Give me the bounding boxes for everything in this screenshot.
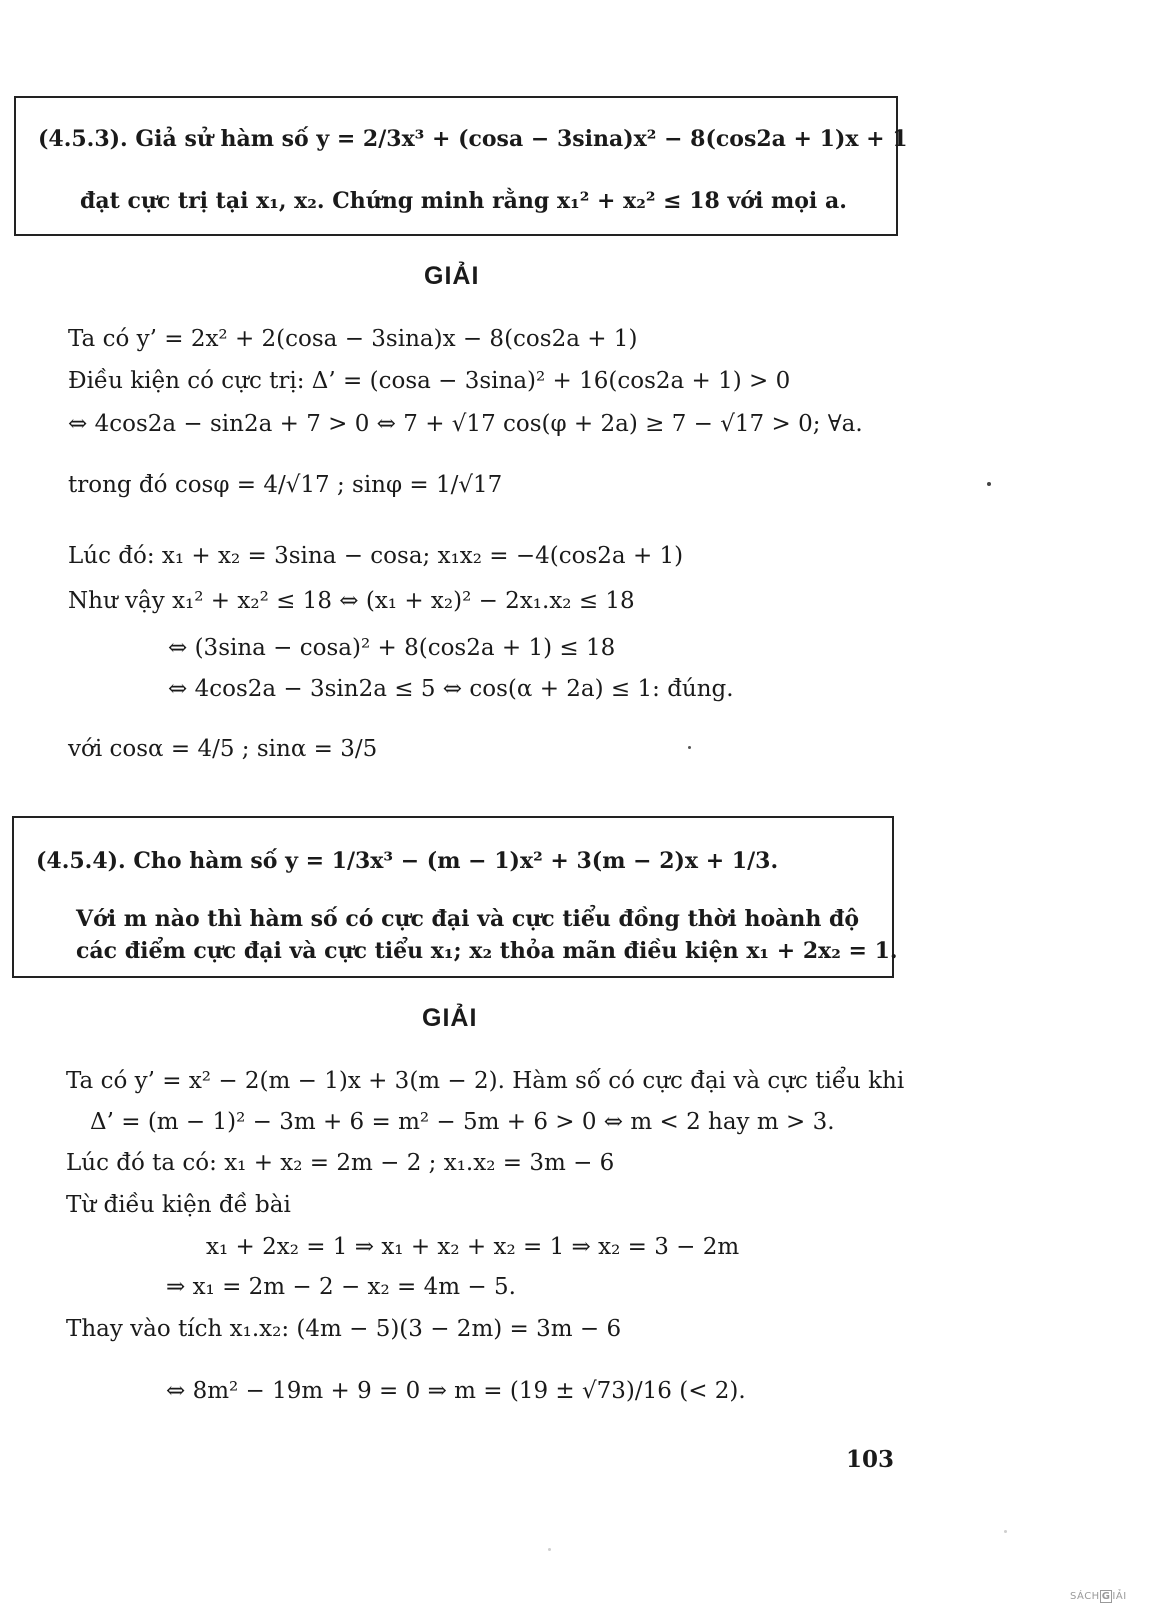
solution-heading-4-5-3: GIẢI [424, 262, 480, 290]
problem-4-5-4-line-1: (4.5.4). Cho hàm số y = 1/3x³ − (m − 1)x² + 3(m − 2)x + 1/3. [36, 848, 779, 874]
problem-4-5-4-line-3: các điểm cực đại và cực tiểu x₁; x₂ thỏa mãn điều kiện x₁ + 2x₂ = 1. [76, 938, 898, 964]
problem-4-5-3-line-2: đạt cực trị tại x₁, x₂. Chứng minh rằng x₁² + x₂² ≤ 18 với mọi a. [80, 188, 847, 214]
problem-4-5-4-line-2: Với m nào thì hàm số có cực đại và cực tiểu đồng thời hoành độ [76, 906, 860, 932]
solution-4-5-3-line-3: ⇔ 4cos2a − sin2a + 7 > 0 ⇔ 7 + √17 cos(φ + 2a) ≥ 7 − √17 > 0; ∀a. [68, 411, 863, 437]
solution-4-5-3-line-7: ⇔ (3sina − cosa)² + 8(cos2a + 1) ≤ 18 [168, 635, 616, 661]
solution-4-5-4-line-4: Từ điều kiện đề bài [66, 1192, 291, 1218]
scan-speck [1004, 1530, 1007, 1533]
solution-heading-4-5-4: GIẢI [422, 1004, 478, 1032]
solution-4-5-3-line-4: trong đó cosφ = 4/√17 ; sinφ = 1/√17 [68, 472, 503, 498]
problem-box-4-5-3 [14, 96, 908, 236]
solution-4-5-3-line-1: Ta có y’ = 2x² + 2(cosa − 3sina)x − 8(cos2a + 1) [68, 326, 638, 352]
solution-4-5-4-line-2: Δ’ = (m − 1)² − 3m + 6 = m² − 5m + 6 > 0 ⇔ m < 2 hay m > 3. [90, 1109, 835, 1135]
solution-4-5-3-line-9: với cosα = 4/5 ; sinα = 3/5 [68, 736, 378, 762]
page-number: 103 [846, 1446, 895, 1473]
watermark-suffix: IẢI [1112, 1591, 1127, 1602]
solution-4-5-3-line-2: Điều kiện có cực trị: Δ’ = (cosa − 3sina)² + 16(cos2a + 1) > 0 [68, 368, 791, 394]
solution-4-5-4-line-1: Ta có y’ = x² − 2(m − 1)x + 3(m − 2). Hàm số có cực đại và cực tiểu khi [66, 1068, 905, 1094]
problem-box-4-5-4 [12, 816, 898, 978]
watermark-prefix: SÁCH [1070, 1591, 1100, 1602]
scan-speck [688, 746, 691, 749]
solution-4-5-4-line-3: Lúc đó ta có: x₁ + x₂ = 2m − 2 ; x₁.x₂ = 3m − 6 [66, 1150, 615, 1176]
solution-4-5-3-line-5: Lúc đó: x₁ + x₂ = 3sina − cosa; x₁x₂ = −4(cos2a + 1) [68, 543, 684, 569]
solution-4-5-3-line-8: ⇔ 4cos2a − 3sin2a ≤ 5 ⇔ cos(α + 2a) ≤ 1: đúng. [168, 676, 734, 702]
problem-4-5-3-line-1: (4.5.3). Giả sử hàm số y = 2/3x³ + (cosa − 3sina)x² − 8(cos2a + 1)x + 1 [38, 126, 908, 152]
solution-4-5-3-line-6: Như vậy x₁² + x₂² ≤ 18 ⇔ (x₁ + x₂)² − 2x₁.x₂ ≤ 18 [68, 588, 635, 614]
scan-speck [548, 1548, 551, 1551]
solution-4-5-4-line-5: x₁ + 2x₂ = 1 ⇒ x₁ + x₂ + x₂ = 1 ⇒ x₂ = 3 − 2m [206, 1234, 740, 1260]
solution-4-5-4-line-8: ⇔ 8m² − 19m + 9 = 0 ⇒ m = (19 ± √73)/16 (< 2). [166, 1378, 746, 1404]
watermark-mark: G [1101, 1591, 1111, 1602]
watermark-logo [1070, 1590, 1127, 1603]
scan-speck [987, 482, 991, 486]
solution-4-5-4-line-6: ⇒ x₁ = 2m − 2 − x₂ = 4m − 5. [166, 1274, 516, 1300]
solution-4-5-4-line-7: Thay vào tích x₁.x₂: (4m − 5)(3 − 2m) = 3m − 6 [66, 1316, 622, 1342]
